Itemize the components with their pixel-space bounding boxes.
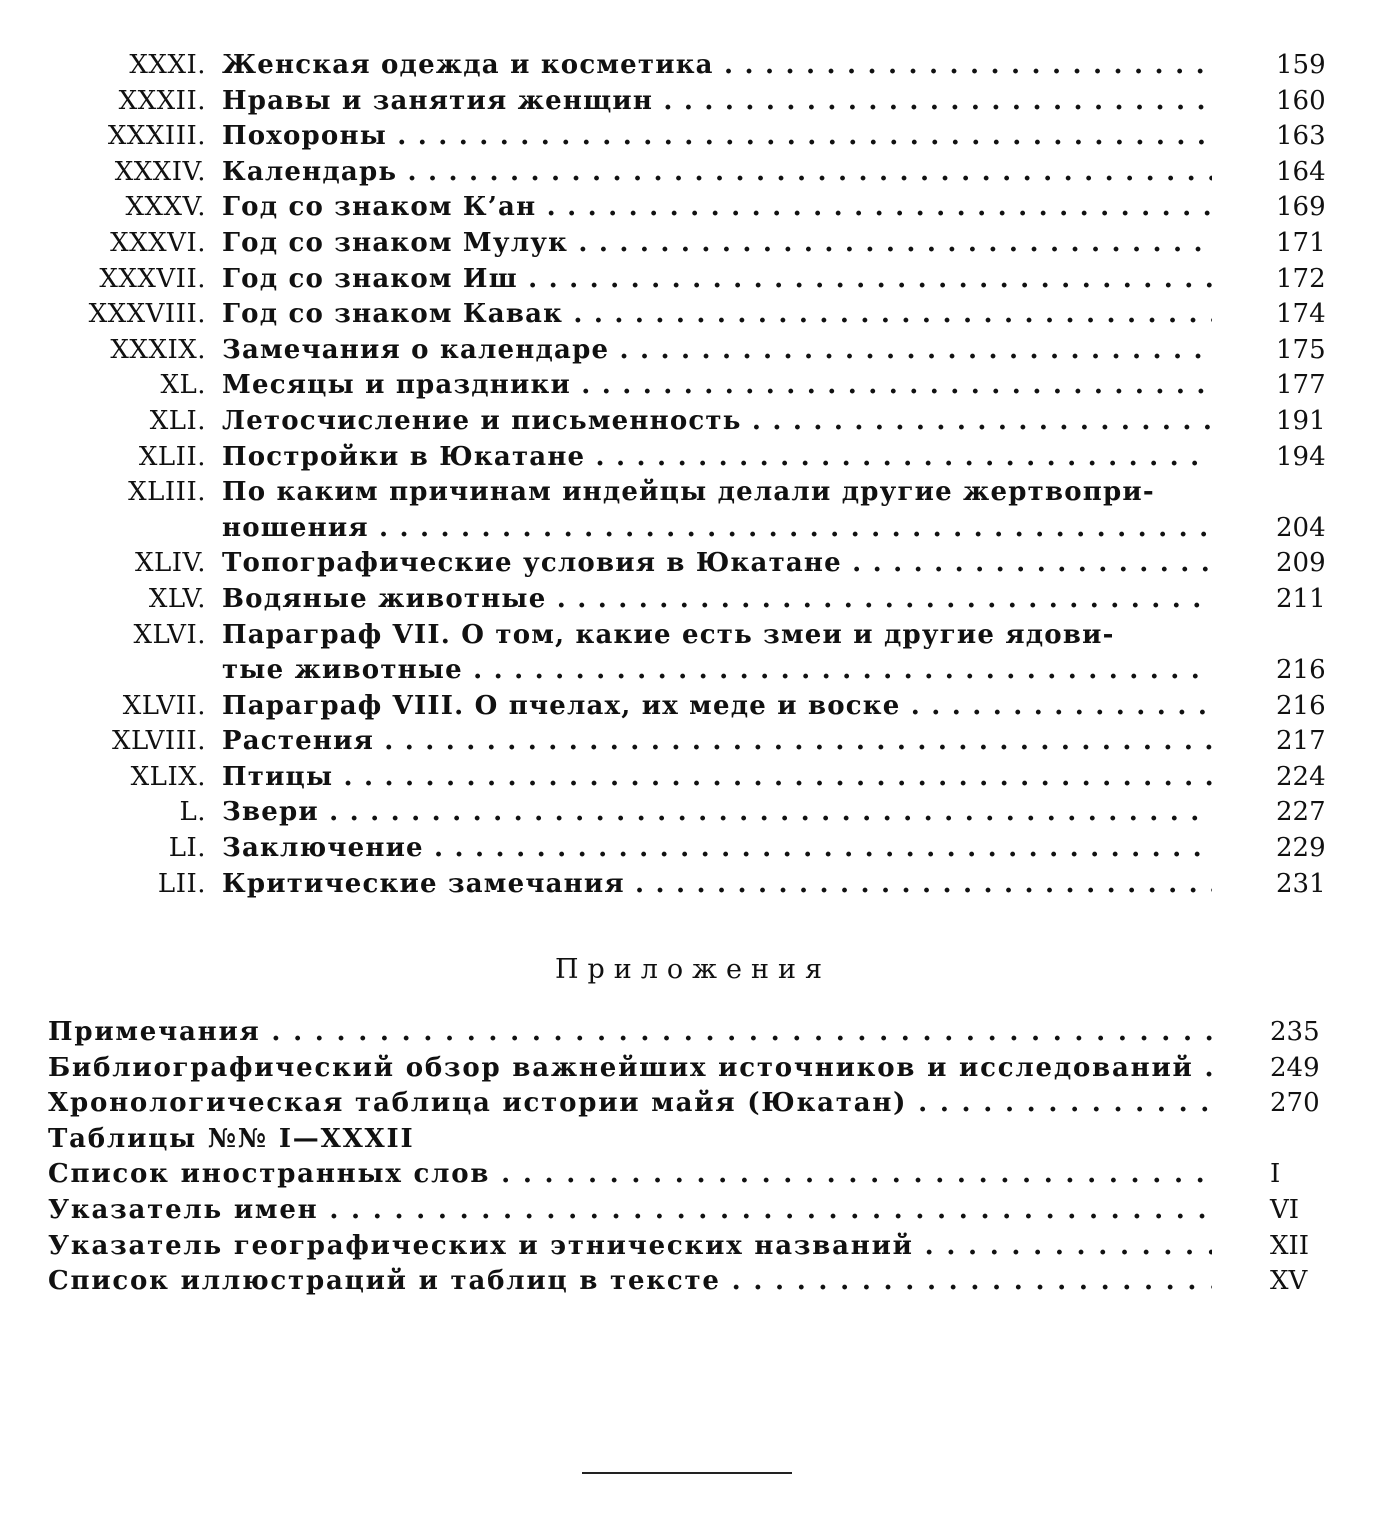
- chapter-title-line1: Параграф VII. О том, какие есть змеи и другие ядови-: [222, 619, 1115, 650]
- appendix-entry-geo-index[interactable]: [0, 1229, 1386, 1265]
- chapter-list: [0, 48, 1386, 902]
- chapter-title: Похороны . . .: [222, 121, 1212, 151]
- appendix-entry-notes[interactable]: [0, 1015, 1386, 1051]
- chapter-number: XLVI.: [133, 619, 206, 650]
- page-number: 231: [1276, 868, 1326, 899]
- chapter-number: XXXIX.: [110, 334, 206, 365]
- toc-entry-xli[interactable]: [0, 404, 1386, 440]
- closing-rule: [582, 1472, 792, 1474]
- appendix-title: Хронологическая таблица истории майя (Юкатан) . . .: [48, 1088, 1212, 1118]
- chapter-number: XXXIII.: [107, 121, 206, 152]
- page-number: 177: [1276, 370, 1326, 401]
- page-number: 194: [1276, 441, 1326, 472]
- chapter-number: XXXI.: [129, 50, 206, 80]
- toc-entry-xxxvi[interactable]: [0, 226, 1386, 262]
- page-number: XV: [1270, 1266, 1308, 1297]
- chapter-title: Параграф VIII. О пчелах, их меде и воске . . .: [222, 691, 1212, 721]
- chapter-title-line2: тые животные . . .: [222, 655, 1212, 685]
- chapter-number: XXXV.: [125, 192, 206, 223]
- toc-entry-xl[interactable]: [0, 368, 1386, 404]
- toc-entry-l[interactable]: [0, 795, 1386, 831]
- chapter-title: Месяцы и праздники . . .: [222, 370, 1212, 400]
- chapter-title: Год со знаком Иш . . .: [222, 264, 1212, 294]
- appendix-heading: Приложения: [554, 954, 832, 985]
- toc-entry-li[interactable]: [0, 831, 1386, 867]
- chapter-title: Замечания о календаре . . .: [222, 335, 1212, 365]
- page-number: 270: [1270, 1088, 1320, 1119]
- appendix-entry-foreign-words[interactable]: [0, 1157, 1386, 1193]
- page-number: 160: [1276, 85, 1326, 116]
- chapter-number: XXXII.: [118, 85, 206, 116]
- appendix-title: Библиографический обзор важнейших источников и исследований . . .: [48, 1053, 1212, 1083]
- page-number: 175: [1276, 334, 1326, 365]
- chapter-title-line2: ношения . . .: [222, 513, 1212, 543]
- toc-entry-xliii[interactable]: [0, 475, 1386, 546]
- page-number: 224: [1276, 761, 1326, 792]
- chapter-number: XLII.: [138, 441, 206, 472]
- page-number: 249: [1270, 1052, 1320, 1083]
- chapter-title-line1: По каким причинам индейцы делали другие жертвопри-: [222, 477, 1155, 508]
- chapter-title: Нравы и занятия женщин . . .: [222, 86, 1212, 116]
- page-number: 169: [1276, 192, 1326, 223]
- chapter-number: XLIII.: [128, 477, 206, 508]
- page-number: 159: [1276, 50, 1326, 80]
- page-number: 227: [1276, 797, 1326, 828]
- page-number: 211: [1276, 583, 1326, 614]
- toc-entry-xxxiii[interactable]: [0, 119, 1386, 155]
- toc-entry-xlii[interactable]: [0, 440, 1386, 476]
- chapter-title: Топографические условия в Юкатане . . .: [222, 548, 1212, 578]
- toc-entry-xxxvii[interactable]: [0, 262, 1386, 298]
- toc-entry-xxxix[interactable]: [0, 333, 1386, 369]
- chapter-number: XLIV.: [134, 548, 206, 579]
- chapter-number: XLVIII.: [111, 726, 206, 757]
- appendix-title: Указатель имен . . .: [48, 1195, 1212, 1225]
- toc-entry-lii[interactable]: [0, 867, 1386, 903]
- chapter-title: Птицы . . .: [222, 762, 1212, 792]
- toc-entry-xxxi[interactable]: [0, 48, 1386, 84]
- chapter-title: Год со знаком Кавак . . .: [222, 299, 1212, 329]
- appendix-title: Указатель географических и этнических названий . . .: [48, 1231, 1212, 1261]
- page-number: 191: [1276, 405, 1326, 436]
- chapter-number: XLI.: [149, 405, 206, 436]
- page-number: 217: [1276, 726, 1326, 757]
- chapter-number: XLVII.: [122, 690, 206, 721]
- chapter-title: Календарь . . .: [222, 157, 1212, 187]
- chapter-number: XXXVII.: [99, 263, 206, 294]
- page-number: XII: [1270, 1230, 1310, 1261]
- chapter-number: XXXVI.: [110, 227, 206, 258]
- appendix-entry-bibliography[interactable]: [0, 1051, 1386, 1087]
- page-number: 216: [1276, 655, 1326, 686]
- chapter-title: Год со знаком К’ан . . .: [222, 192, 1212, 222]
- page-number: 235: [1270, 1017, 1320, 1047]
- toc-entry-xxxii[interactable]: [0, 84, 1386, 120]
- chapter-title: Водяные животные . . .: [222, 584, 1212, 614]
- appendix-title: Таблицы №№ I—XXXII: [48, 1123, 415, 1154]
- appendix-entry-plates[interactable]: [0, 1122, 1386, 1158]
- appendix-list: [0, 1015, 1386, 1300]
- page-number: VI: [1270, 1194, 1300, 1225]
- chapter-title: Год со знаком Мулук . . .: [222, 228, 1212, 258]
- chapter-number: L.: [179, 797, 206, 828]
- toc-entry-xlix[interactable]: [0, 760, 1386, 796]
- appendix-entry-chronology[interactable]: [0, 1086, 1386, 1122]
- toc-entry-xxxiv[interactable]: [0, 155, 1386, 191]
- appendix-title: Список иностранных слов . . .: [48, 1159, 1212, 1189]
- chapter-number: LII.: [157, 868, 206, 899]
- appendix-entry-illustrations[interactable]: [0, 1264, 1386, 1300]
- toc-entry-xliv[interactable]: [0, 546, 1386, 582]
- page-number: 172: [1276, 263, 1326, 294]
- toc-entry-xlviii[interactable]: [0, 724, 1386, 760]
- page-number: 216: [1276, 690, 1326, 721]
- toc-entry-xxxviii[interactable]: [0, 297, 1386, 333]
- page-number: 209: [1276, 548, 1326, 579]
- chapter-number: XL.: [160, 370, 206, 401]
- page-number: I: [1270, 1159, 1281, 1190]
- page-number: 163: [1276, 121, 1326, 152]
- page-number: 204: [1276, 512, 1326, 543]
- chapter-number: XXXVIII.: [88, 299, 206, 330]
- toc-entry-xlv[interactable]: [0, 582, 1386, 618]
- page-number: 171: [1276, 227, 1326, 258]
- appendix-title: Примечания . . .: [48, 1017, 1212, 1047]
- appendix-title: Список иллюстраций и таблиц в тексте . . .: [48, 1266, 1212, 1296]
- page-number: 229: [1276, 833, 1326, 864]
- chapter-number: XLIX.: [130, 761, 206, 792]
- chapter-title: Критические замечания . . .: [222, 869, 1212, 899]
- page-number: 174: [1276, 299, 1326, 330]
- chapter-title: Растения . . .: [222, 726, 1212, 756]
- appendix-entry-name-index[interactable]: [0, 1193, 1386, 1229]
- chapter-number: XLV.: [148, 583, 206, 614]
- chapter-title: Заключение . . .: [222, 833, 1212, 863]
- chapter-title: Женская одежда и косметика . . .: [222, 50, 1212, 80]
- toc-entry-xxxv[interactable]: [0, 190, 1386, 226]
- toc-entry-xlvii[interactable]: [0, 689, 1386, 725]
- page-number: 164: [1276, 156, 1326, 187]
- chapter-title: Звери . . .: [222, 797, 1212, 827]
- chapter-title: Летосчисление и письменность . . .: [222, 406, 1212, 436]
- chapter-number: LI.: [168, 833, 206, 864]
- chapter-number: XXXIV.: [114, 156, 206, 187]
- chapter-title: Постройки в Юкатане . . .: [222, 442, 1212, 472]
- toc-entry-xlvi[interactable]: [0, 618, 1386, 689]
